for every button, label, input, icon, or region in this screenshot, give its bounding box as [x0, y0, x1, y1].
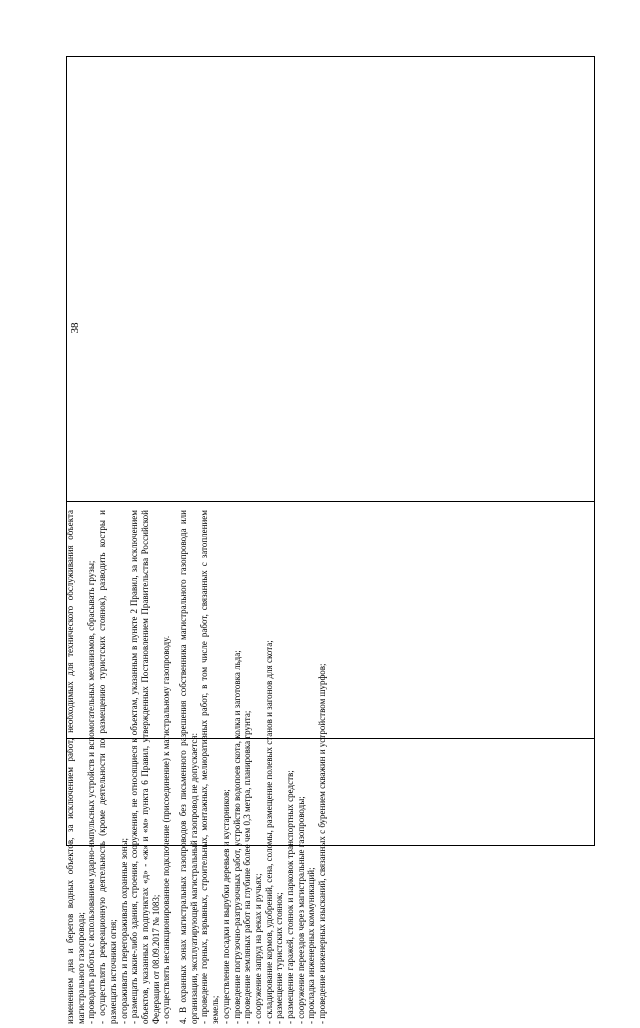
section-4-item: - размещение гаражей, стоянок и парковок транспортных средств; — [285, 770, 296, 1024]
section-4-item: - складирование кормов, удобрений, сена, соломы, размещение полевых станов и загонов для скота; — [263, 640, 274, 1024]
text-line: - осуществлять несанкционированное подключение (присоединение) к магистральному газопроводу. — [161, 635, 172, 1024]
section-4-item: - размещение туристских стоянок; — [274, 892, 285, 1024]
text-line: изменением дна и берегов водных объектов, за исключением работ, необходимых для технического обслуживания объекта магистрального газопровода; — [65, 510, 86, 1024]
table-frame — [65, 56, 595, 1024]
text-column — [63, 506, 328, 1028]
text-line: - огораживать и перегораживать охранные зоны; — [118, 837, 129, 1024]
column-divider-1 — [67, 501, 594, 502]
page-number: 38 — [69, 322, 81, 334]
text-line: - проводить работы с использованием ударно-импульсных устройств и вспомогательных механизмов, сбрасывать грузы; — [86, 560, 97, 1024]
section-4-item: - проведение горных, взрывных, строительных, монтажных, мелиоративных работ, в том числе работ, связанных с затоплением земель; — [199, 510, 221, 1024]
section-4-item: - проведение инженерных изысканий, связанных с бурением скважин и устройством шурфов; — [317, 663, 328, 1024]
section-4-item: - сооружение переездов через магистральные газопроводы; — [295, 796, 306, 1024]
text-line: - размещать какие-либо здания, строения, сооружения, не относящиеся к объектам, указанным в пункте 2 Правил, за исключением объектов, указанных в подпунктах «д» - «ж» и «м» пункта 6 Правил, утвержденных Постановлением Правительства Российской Федерации от 08.09.2017 № 1083; — [129, 510, 161, 1024]
section-4-item: - сооружение запруд на реках и ручьях; — [252, 873, 263, 1024]
section-4-item: - осуществление посадки и вырубки деревьев и кустарников; — [220, 789, 231, 1024]
section-4-item: - проведение погрузочно-разгрузочных работ, устройство водопоев скота, колка и заготовка льда; — [231, 650, 242, 1024]
text-column-wrapper — [63, 506, 328, 1028]
section-4-item: - проведение земляных работ на глубине более чем 0,3 метра, планировка грунта; — [242, 710, 253, 1024]
text-line: - осуществлять рекреационную деятельность (кроме деятельности по размещению туристских стоянок), разводить костры и размещать источники огня; — [97, 510, 118, 1024]
section-4-item: - прокладка инженерных коммуникаций; — [306, 867, 317, 1024]
section-4-title: 4. В охранных зонах магистральных газопроводов без письменного разрешения собственника магистрального газопровода или организации, эксплуатирующей магистральный газопровод не допускается: — [178, 510, 199, 1024]
